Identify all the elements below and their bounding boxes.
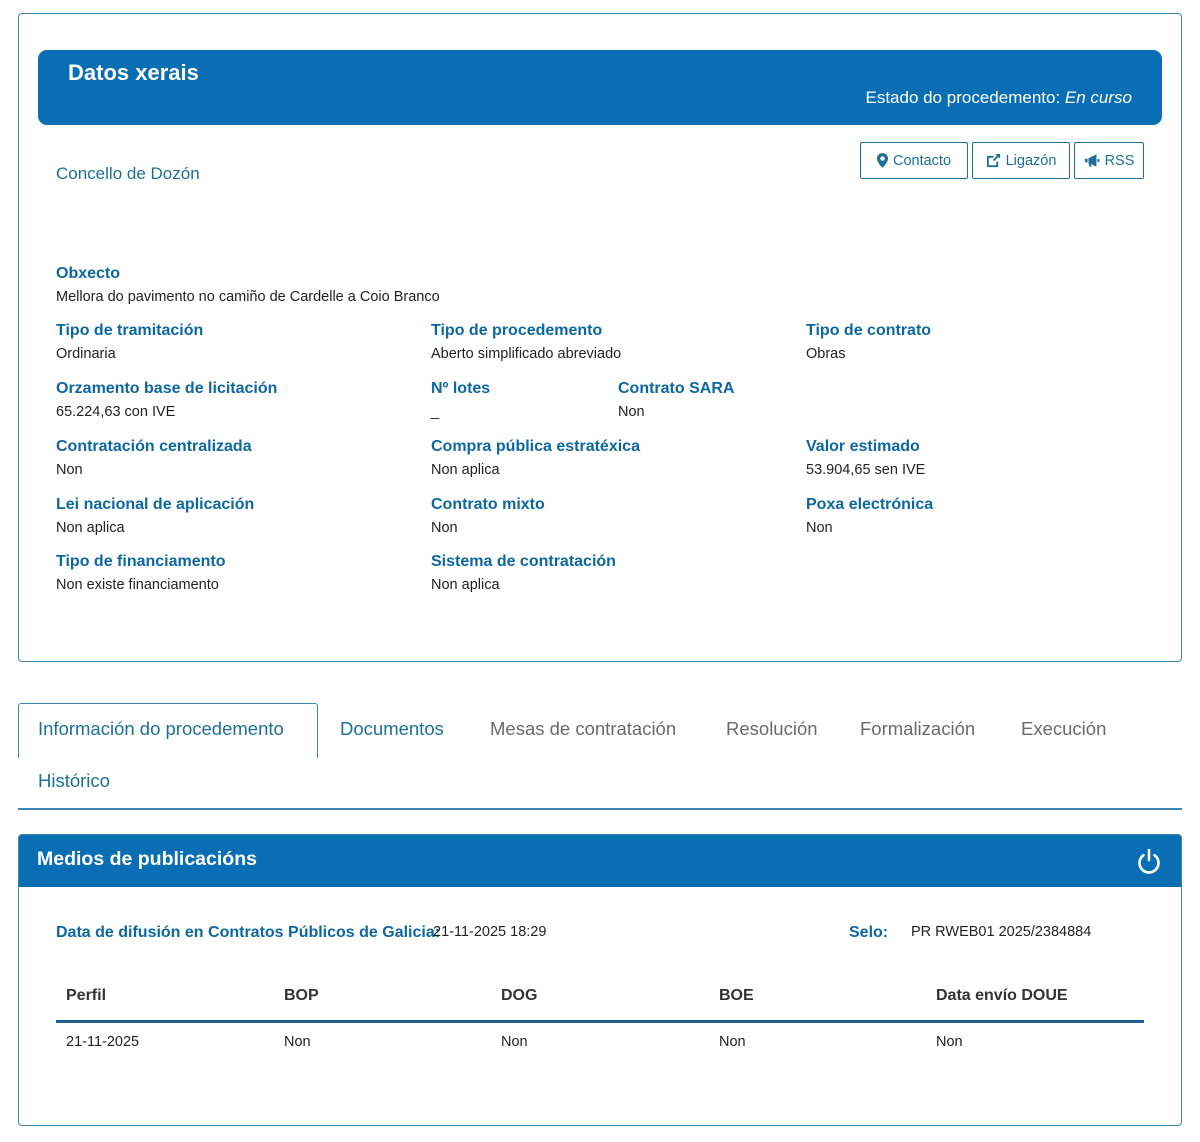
field-label: Contratación centralizada (56, 438, 252, 455)
field-compra-publica (431, 437, 640, 479)
field-value: Non (56, 462, 83, 478)
tab-execucion[interactable]: Execución (1021, 718, 1107, 739)
field-label: Obxecto (56, 265, 121, 282)
link-button[interactable] (972, 142, 1070, 179)
field-tipo-procedemento (431, 321, 621, 363)
field-value: _ (431, 404, 440, 420)
table-cell-boe: Non (719, 1034, 746, 1050)
field-lei-nacional (56, 495, 254, 537)
publications-title: Medios de publicacións (37, 848, 257, 870)
field-valor-estimado (806, 437, 925, 479)
table-header-boe: BOE (719, 987, 754, 1004)
field-label: Orzamento base de licitación (56, 380, 278, 397)
tab-formalizacion[interactable]: Formalización (860, 718, 976, 739)
field-contrato-mixto (431, 495, 545, 537)
field-obxecto (56, 264, 440, 306)
field-value: Non aplica (431, 577, 500, 593)
tab-informacion-procedemento[interactable]: Información do procedemento (38, 718, 284, 739)
publications-card (18, 834, 1182, 1126)
table-cell-perfil: 21-11-2025 (66, 1034, 140, 1050)
field-label: Tipo de financiamento (56, 553, 226, 570)
field-value: Non (431, 520, 458, 536)
field-label: Lei nacional de aplicación (56, 496, 255, 513)
selo-value: PR RWEB01 2025/2384884 (911, 924, 1092, 940)
general-data-banner (38, 50, 1162, 125)
field-value: 53.904,65 sen IVE (806, 462, 926, 478)
tab-historico[interactable]: Histórico (38, 770, 110, 791)
field-value: 65.224,63 con IVE (56, 404, 176, 420)
field-value: Non (618, 404, 645, 420)
field-label: Valor estimado (806, 438, 920, 455)
field-tipo-tramitacion (56, 321, 203, 363)
table-cell-dog: Non (501, 1034, 528, 1050)
diffusion-date-label: Data de difusión en Contratos Públicos de Galicia: (56, 924, 441, 941)
field-contratacion-centralizada (56, 437, 252, 479)
contact-button[interactable] (860, 142, 968, 179)
field-label: Nº lotes (431, 380, 491, 397)
field-sistema-contratacion (431, 552, 616, 594)
field-poxa (806, 495, 933, 537)
table-header-perfil: Perfil (66, 987, 107, 1004)
procedure-status-label: Estado do procedemento: (865, 88, 1061, 107)
field-label: Sistema de contratación (431, 553, 616, 570)
tab-mesas-contratacion[interactable]: Mesas de contratación (490, 718, 677, 739)
table-header-dog: DOG (501, 987, 538, 1004)
field-tipo-financiamento (56, 552, 226, 594)
publications-header (19, 835, 1181, 887)
field-n-lotes (431, 379, 490, 421)
tab-documentos[interactable]: Documentos (340, 718, 444, 739)
field-value: Non aplica (56, 520, 125, 536)
field-label: Compra pública estratéxica (431, 438, 640, 455)
field-value: Non (806, 520, 833, 536)
general-data-title: Datos xerais (68, 60, 199, 85)
table-cell-bop: Non (284, 1034, 311, 1050)
selo-label: Selo: (849, 924, 889, 941)
rss-button-label: RSS (1104, 152, 1135, 169)
field-label: Contrato SARA (618, 380, 735, 397)
organization-name: Concello de Dozón (56, 164, 200, 183)
map-marker-icon (877, 153, 888, 168)
table-header-bop: BOP (284, 987, 319, 1004)
tabs-divider (18, 808, 1182, 810)
bullhorn-icon (1084, 154, 1100, 167)
field-tipo-contrato (806, 321, 931, 363)
rss-button[interactable] (1074, 142, 1144, 179)
contact-button-label: Contacto (892, 152, 952, 169)
field-value: Aberto simplificado abreviado (431, 346, 622, 362)
field-orzamento (56, 379, 277, 421)
field-value: Obras (806, 346, 846, 362)
link-button-label: Ligazón (1005, 152, 1057, 169)
field-label: Tipo de tramitación (56, 322, 204, 339)
procedure-status (865, 88, 1132, 108)
diffusion-date-value: 21-11-2025 18:29 (433, 924, 547, 940)
table-cell-doue: Non (936, 1034, 963, 1050)
table-header-underline (56, 1020, 1144, 1023)
field-value: Mellora do pavimento no camiño de Cardelle a Coio Branco (56, 289, 440, 305)
field-label: Contrato mixto (431, 496, 545, 513)
table-header-doue: Data envío DOUE (936, 987, 1068, 1004)
tab-resolucion[interactable]: Resolución (726, 718, 818, 739)
external-link-icon (986, 153, 1001, 168)
field-value: Ordinaria (56, 346, 116, 362)
procedure-status-value: En curso (1064, 88, 1132, 107)
field-label: Poxa electrónica (806, 496, 934, 513)
field-value: Non existe financiamento (56, 577, 219, 593)
field-value: Non aplica (431, 462, 500, 478)
field-label: Tipo de procedemento (431, 322, 603, 339)
field-label: Tipo de contrato (806, 322, 932, 339)
power-icon[interactable] (1135, 847, 1163, 875)
field-contrato-sara (618, 379, 734, 421)
